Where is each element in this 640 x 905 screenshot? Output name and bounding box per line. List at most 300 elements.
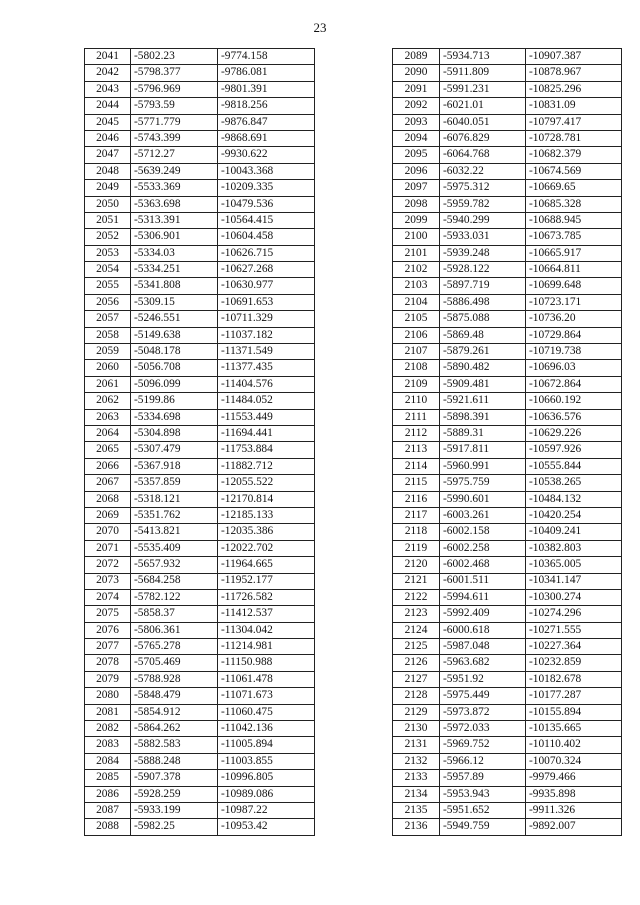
point-number-cell: 2045 — [85, 114, 131, 130]
y-coordinate-cell: -11694.441 — [218, 425, 315, 441]
point-number-cell: 2117 — [393, 507, 440, 523]
table-row — [85, 442, 315, 458]
y-coordinate-cell: -11952.177 — [218, 573, 315, 589]
table-row — [85, 229, 315, 245]
table-row — [393, 81, 622, 97]
x-coordinate-cell: -5854.912 — [131, 704, 218, 720]
point-number-cell: 2134 — [393, 786, 440, 802]
table-row — [85, 688, 315, 704]
x-coordinate-cell: -5765.278 — [131, 639, 218, 655]
point-number-cell: 2078 — [85, 655, 131, 671]
y-coordinate-cell: -11071.673 — [218, 688, 315, 704]
y-coordinate-cell: -10987.22 — [218, 802, 315, 818]
y-coordinate-cell: -9979.466 — [526, 770, 622, 786]
y-coordinate-cell: -10711.329 — [218, 311, 315, 327]
x-coordinate-cell: -5957.89 — [440, 770, 526, 786]
y-coordinate-cell: -10271.555 — [526, 622, 622, 638]
table-row — [393, 704, 622, 720]
y-coordinate-cell: -10110.402 — [526, 737, 622, 753]
table-row — [85, 721, 315, 737]
table-row — [85, 81, 315, 97]
y-coordinate-cell: -9774.158 — [218, 49, 315, 65]
x-coordinate-cell: -5413.821 — [131, 524, 218, 540]
x-coordinate-cell: -5684.258 — [131, 573, 218, 589]
y-coordinate-cell: -10227.364 — [526, 639, 622, 655]
y-coordinate-cell: -10831.09 — [526, 98, 622, 114]
table-row — [85, 737, 315, 753]
y-coordinate-cell: -10953.42 — [218, 819, 315, 835]
point-number-cell: 2099 — [393, 212, 440, 228]
table-row — [393, 753, 622, 769]
x-coordinate-cell: -5246.551 — [131, 311, 218, 327]
x-coordinate-cell: -5990.601 — [440, 491, 526, 507]
x-coordinate-cell: -5928.259 — [131, 786, 218, 802]
table-row — [393, 475, 622, 491]
table-row — [393, 589, 622, 605]
x-coordinate-cell: -5933.031 — [440, 229, 526, 245]
x-coordinate-cell: -5309.15 — [131, 294, 218, 310]
point-number-cell: 2066 — [85, 458, 131, 474]
table-row — [393, 393, 622, 409]
table-row — [85, 770, 315, 786]
table-row — [85, 196, 315, 212]
table-row — [393, 294, 622, 310]
y-coordinate-cell: -11060.475 — [218, 704, 315, 720]
y-coordinate-cell: -10797.417 — [526, 114, 622, 130]
x-coordinate-cell: -5934.713 — [440, 49, 526, 65]
y-coordinate-cell: -10626.715 — [218, 245, 315, 261]
y-coordinate-cell: -11377.435 — [218, 360, 315, 376]
x-coordinate-cell: -5928.122 — [440, 262, 526, 278]
y-coordinate-cell: -9935.898 — [526, 786, 622, 802]
point-number-cell: 2050 — [85, 196, 131, 212]
x-coordinate-cell: -5304.898 — [131, 425, 218, 441]
x-coordinate-cell: -5535.409 — [131, 540, 218, 556]
table-row — [393, 671, 622, 687]
y-coordinate-cell: -10135.665 — [526, 721, 622, 737]
table-row — [85, 180, 315, 196]
table-row — [393, 180, 622, 196]
point-number-cell: 2069 — [85, 507, 131, 523]
table-row — [85, 540, 315, 556]
table-row — [393, 655, 622, 671]
point-number-cell: 2108 — [393, 360, 440, 376]
table-row — [393, 114, 622, 130]
point-number-cell: 2070 — [85, 524, 131, 540]
point-number-cell: 2049 — [85, 180, 131, 196]
point-number-cell: 2048 — [85, 163, 131, 179]
y-coordinate-cell: -11304.042 — [218, 622, 315, 638]
y-coordinate-cell: -10696.03 — [526, 360, 622, 376]
y-coordinate-cell: -9911.326 — [526, 802, 622, 818]
point-number-cell: 2088 — [85, 819, 131, 835]
x-coordinate-cell: -5367.918 — [131, 458, 218, 474]
table-row — [85, 163, 315, 179]
table-row — [85, 344, 315, 360]
table-row — [393, 802, 622, 818]
y-coordinate-cell: -11037.182 — [218, 327, 315, 343]
point-number-cell: 2131 — [393, 737, 440, 753]
table-row — [393, 507, 622, 523]
y-coordinate-cell: -10155.894 — [526, 704, 622, 720]
coordinates-table-right — [392, 48, 622, 836]
y-coordinate-cell: -10736.20 — [526, 311, 622, 327]
y-coordinate-cell: -10484.132 — [526, 491, 622, 507]
point-number-cell: 2102 — [393, 262, 440, 278]
point-number-cell: 2054 — [85, 262, 131, 278]
x-coordinate-cell: -5969.752 — [440, 737, 526, 753]
y-coordinate-cell: -10070.324 — [526, 753, 622, 769]
point-number-cell: 2106 — [393, 327, 440, 343]
x-coordinate-cell: -5793.59 — [131, 98, 218, 114]
x-coordinate-cell: -6002.158 — [440, 524, 526, 540]
y-coordinate-cell: -9876.847 — [218, 114, 315, 130]
x-coordinate-cell: -6002.258 — [440, 540, 526, 556]
table-row — [85, 557, 315, 573]
point-number-cell: 2041 — [85, 49, 131, 65]
table-row — [393, 557, 622, 573]
point-number-cell: 2109 — [393, 376, 440, 392]
y-coordinate-cell: -12022.702 — [218, 540, 315, 556]
x-coordinate-cell: -5334.698 — [131, 409, 218, 425]
point-number-cell: 2071 — [85, 540, 131, 556]
x-coordinate-cell: -5313.391 — [131, 212, 218, 228]
y-coordinate-cell: -11726.582 — [218, 589, 315, 605]
x-coordinate-cell: -5951.652 — [440, 802, 526, 818]
table-row — [85, 458, 315, 474]
y-coordinate-cell: -10409.241 — [526, 524, 622, 540]
point-number-cell: 2130 — [393, 721, 440, 737]
y-coordinate-cell: -11882.712 — [218, 458, 315, 474]
point-number-cell: 2081 — [85, 704, 131, 720]
x-coordinate-cell: -5966.12 — [440, 753, 526, 769]
y-coordinate-cell: -10382.803 — [526, 540, 622, 556]
table-row — [393, 819, 622, 835]
point-number-cell: 2120 — [393, 557, 440, 573]
x-coordinate-cell: -5898.391 — [440, 409, 526, 425]
x-coordinate-cell: -5712.27 — [131, 147, 218, 163]
table-row — [393, 425, 622, 441]
y-coordinate-cell: -11042.136 — [218, 721, 315, 737]
table-row — [85, 376, 315, 392]
y-coordinate-cell: -10555.844 — [526, 458, 622, 474]
point-number-cell: 2100 — [393, 229, 440, 245]
point-number-cell: 2107 — [393, 344, 440, 360]
point-number-cell: 2121 — [393, 573, 440, 589]
y-coordinate-cell: -10665.917 — [526, 245, 622, 261]
table-row — [393, 344, 622, 360]
table-row — [85, 393, 315, 409]
point-number-cell: 2090 — [393, 65, 440, 81]
table-row — [85, 212, 315, 228]
table-row — [85, 704, 315, 720]
point-number-cell: 2132 — [393, 753, 440, 769]
point-number-cell: 2136 — [393, 819, 440, 835]
point-number-cell: 2101 — [393, 245, 440, 261]
y-coordinate-cell: -10564.415 — [218, 212, 315, 228]
x-coordinate-cell: -5306.901 — [131, 229, 218, 245]
y-coordinate-cell: -10627.268 — [218, 262, 315, 278]
point-number-cell: 2118 — [393, 524, 440, 540]
y-coordinate-cell: -10597.926 — [526, 442, 622, 458]
point-number-cell: 2103 — [393, 278, 440, 294]
table-row — [393, 770, 622, 786]
x-coordinate-cell: -5959.782 — [440, 196, 526, 212]
x-coordinate-cell: -5351.762 — [131, 507, 218, 523]
point-number-cell: 2077 — [85, 639, 131, 655]
y-coordinate-cell: -10604.458 — [218, 229, 315, 245]
table-row — [85, 114, 315, 130]
table-row — [85, 294, 315, 310]
point-number-cell: 2043 — [85, 81, 131, 97]
x-coordinate-cell: -5056.708 — [131, 360, 218, 376]
point-number-cell: 2079 — [85, 671, 131, 687]
x-coordinate-cell: -5939.248 — [440, 245, 526, 261]
point-number-cell: 2116 — [393, 491, 440, 507]
point-number-cell: 2111 — [393, 409, 440, 425]
point-number-cell: 2095 — [393, 147, 440, 163]
table-row — [85, 98, 315, 114]
point-number-cell: 2115 — [393, 475, 440, 491]
coordinates-table-left — [84, 48, 315, 836]
table-row — [85, 49, 315, 65]
x-coordinate-cell: -5972.033 — [440, 721, 526, 737]
y-coordinate-cell: -10682.379 — [526, 147, 622, 163]
point-number-cell: 2089 — [393, 49, 440, 65]
x-coordinate-cell: -5048.178 — [131, 344, 218, 360]
y-coordinate-cell: -10907.387 — [526, 49, 622, 65]
point-number-cell: 2061 — [85, 376, 131, 392]
x-coordinate-cell: -5771.779 — [131, 114, 218, 130]
table-row — [393, 65, 622, 81]
y-coordinate-cell: -10699.648 — [526, 278, 622, 294]
table-row — [393, 540, 622, 556]
x-coordinate-cell: -5318.121 — [131, 491, 218, 507]
y-coordinate-cell: -11003.855 — [218, 753, 315, 769]
x-coordinate-cell: -6032.22 — [440, 163, 526, 179]
table-row — [393, 98, 622, 114]
table-row — [85, 639, 315, 655]
point-number-cell: 2063 — [85, 409, 131, 425]
x-coordinate-cell: -5806.361 — [131, 622, 218, 638]
y-coordinate-cell: -9868.691 — [218, 130, 315, 146]
x-coordinate-cell: -5897.719 — [440, 278, 526, 294]
y-coordinate-cell: -11964.665 — [218, 557, 315, 573]
x-coordinate-cell: -5992.409 — [440, 606, 526, 622]
x-coordinate-cell: -5951.92 — [440, 671, 526, 687]
y-coordinate-cell: -10825.296 — [526, 81, 622, 97]
table-row — [85, 606, 315, 622]
y-coordinate-cell: -9892.007 — [526, 819, 622, 835]
y-coordinate-cell: -11061.478 — [218, 671, 315, 687]
point-number-cell: 2085 — [85, 770, 131, 786]
y-coordinate-cell: -11404.576 — [218, 376, 315, 392]
y-coordinate-cell: -10177.287 — [526, 688, 622, 704]
x-coordinate-cell: -5973.872 — [440, 704, 526, 720]
table-row — [393, 311, 622, 327]
point-number-cell: 2122 — [393, 589, 440, 605]
x-coordinate-cell: -6000.618 — [440, 622, 526, 638]
point-number-cell: 2074 — [85, 589, 131, 605]
point-number-cell: 2053 — [85, 245, 131, 261]
y-coordinate-cell: -9801.391 — [218, 81, 315, 97]
x-coordinate-cell: -5639.249 — [131, 163, 218, 179]
point-number-cell: 2094 — [393, 130, 440, 146]
y-coordinate-cell: -10728.781 — [526, 130, 622, 146]
y-coordinate-cell: -10209.335 — [218, 180, 315, 196]
x-coordinate-cell: -5889.31 — [440, 425, 526, 441]
y-coordinate-cell: -10660.192 — [526, 393, 622, 409]
y-coordinate-cell: -10636.576 — [526, 409, 622, 425]
x-coordinate-cell: -5533.369 — [131, 180, 218, 196]
table-row — [85, 491, 315, 507]
x-coordinate-cell: -5921.611 — [440, 393, 526, 409]
point-number-cell: 2073 — [85, 573, 131, 589]
x-coordinate-cell: -5911.809 — [440, 65, 526, 81]
x-coordinate-cell: -6003.261 — [440, 507, 526, 523]
x-coordinate-cell: -5888.248 — [131, 753, 218, 769]
point-number-cell: 2065 — [85, 442, 131, 458]
x-coordinate-cell: -5875.088 — [440, 311, 526, 327]
table-row — [85, 589, 315, 605]
y-coordinate-cell: -10630.977 — [218, 278, 315, 294]
y-coordinate-cell: -10989.086 — [218, 786, 315, 802]
x-coordinate-cell: -5982.25 — [131, 819, 218, 835]
y-coordinate-cell: -12170.814 — [218, 491, 315, 507]
table-row — [393, 327, 622, 343]
point-number-cell: 2047 — [85, 147, 131, 163]
table-row — [393, 737, 622, 753]
x-coordinate-cell: -5963.682 — [440, 655, 526, 671]
x-coordinate-cell: -5798.377 — [131, 65, 218, 81]
y-coordinate-cell: -10673.785 — [526, 229, 622, 245]
table-row — [85, 409, 315, 425]
point-number-cell: 2056 — [85, 294, 131, 310]
point-number-cell: 2057 — [85, 311, 131, 327]
x-coordinate-cell: -6040.051 — [440, 114, 526, 130]
page-number: 23 — [313, 20, 327, 35]
y-coordinate-cell: -10182.678 — [526, 671, 622, 687]
y-coordinate-cell: -10996.805 — [218, 770, 315, 786]
table-row — [393, 622, 622, 638]
table-row — [393, 49, 622, 65]
x-coordinate-cell: -5864.262 — [131, 721, 218, 737]
y-coordinate-cell: -10232.859 — [526, 655, 622, 671]
x-coordinate-cell: -5848.479 — [131, 688, 218, 704]
y-coordinate-cell: -10341.147 — [526, 573, 622, 589]
table-row — [85, 130, 315, 146]
table-row — [393, 639, 622, 655]
x-coordinate-cell: -5940.299 — [440, 212, 526, 228]
y-coordinate-cell: -11484.052 — [218, 393, 315, 409]
table-row — [393, 606, 622, 622]
table-row — [393, 721, 622, 737]
y-coordinate-cell: -10629.226 — [526, 425, 622, 441]
point-number-cell: 2125 — [393, 639, 440, 655]
x-coordinate-cell: -5890.482 — [440, 360, 526, 376]
table-row — [85, 245, 315, 261]
x-coordinate-cell: -5334.03 — [131, 245, 218, 261]
point-number-cell: 2124 — [393, 622, 440, 638]
x-coordinate-cell: -5975.759 — [440, 475, 526, 491]
x-coordinate-cell: -5657.932 — [131, 557, 218, 573]
point-number-cell: 2086 — [85, 786, 131, 802]
x-coordinate-cell: -5987.048 — [440, 639, 526, 655]
x-coordinate-cell: -5909.481 — [440, 376, 526, 392]
point-number-cell: 2060 — [85, 360, 131, 376]
y-coordinate-cell: -10365.005 — [526, 557, 622, 573]
point-number-cell: 2058 — [85, 327, 131, 343]
point-number-cell: 2127 — [393, 671, 440, 687]
table-row — [393, 262, 622, 278]
y-coordinate-cell: -11005.894 — [218, 737, 315, 753]
point-number-cell: 2080 — [85, 688, 131, 704]
y-coordinate-cell: -11753.884 — [218, 442, 315, 458]
table-row — [85, 573, 315, 589]
table-row — [393, 245, 622, 261]
table-row — [393, 163, 622, 179]
point-number-cell: 2096 — [393, 163, 440, 179]
x-coordinate-cell: -5802.23 — [131, 49, 218, 65]
table-row — [393, 130, 622, 146]
table-row — [393, 573, 622, 589]
table-row — [85, 671, 315, 687]
point-number-cell: 2133 — [393, 770, 440, 786]
point-number-cell: 2114 — [393, 458, 440, 474]
point-number-cell: 2076 — [85, 622, 131, 638]
table-row — [85, 262, 315, 278]
table-row — [393, 458, 622, 474]
point-number-cell: 2064 — [85, 425, 131, 441]
point-number-cell: 2072 — [85, 557, 131, 573]
y-coordinate-cell: -10691.653 — [218, 294, 315, 310]
y-coordinate-cell: -10669.65 — [526, 180, 622, 196]
y-coordinate-cell: -10685.328 — [526, 196, 622, 212]
point-number-cell: 2098 — [393, 196, 440, 212]
x-coordinate-cell: -5975.449 — [440, 688, 526, 704]
y-coordinate-cell: -10274.296 — [526, 606, 622, 622]
table-row — [85, 524, 315, 540]
y-coordinate-cell: -10878.967 — [526, 65, 622, 81]
y-coordinate-cell: -11412.537 — [218, 606, 315, 622]
x-coordinate-cell: -5917.811 — [440, 442, 526, 458]
point-number-cell: 2135 — [393, 802, 440, 818]
x-coordinate-cell: -5886.498 — [440, 294, 526, 310]
table-row — [393, 688, 622, 704]
table-row — [85, 327, 315, 343]
table-row — [85, 65, 315, 81]
table-row — [85, 655, 315, 671]
x-coordinate-cell: -5149.638 — [131, 327, 218, 343]
point-number-cell: 2068 — [85, 491, 131, 507]
y-coordinate-cell: -9930.622 — [218, 147, 315, 163]
point-number-cell: 2075 — [85, 606, 131, 622]
table-row — [85, 311, 315, 327]
y-coordinate-cell: -11150.988 — [218, 655, 315, 671]
point-number-cell: 2123 — [393, 606, 440, 622]
table-row — [85, 786, 315, 802]
x-coordinate-cell: -5743.399 — [131, 130, 218, 146]
table-row — [393, 376, 622, 392]
x-coordinate-cell: -5363.698 — [131, 196, 218, 212]
x-coordinate-cell: -5858.37 — [131, 606, 218, 622]
point-number-cell: 2091 — [393, 81, 440, 97]
x-coordinate-cell: -5994.611 — [440, 589, 526, 605]
x-coordinate-cell: -5991.231 — [440, 81, 526, 97]
table-row — [85, 507, 315, 523]
x-coordinate-cell: -6002.468 — [440, 557, 526, 573]
y-coordinate-cell: -10672.864 — [526, 376, 622, 392]
